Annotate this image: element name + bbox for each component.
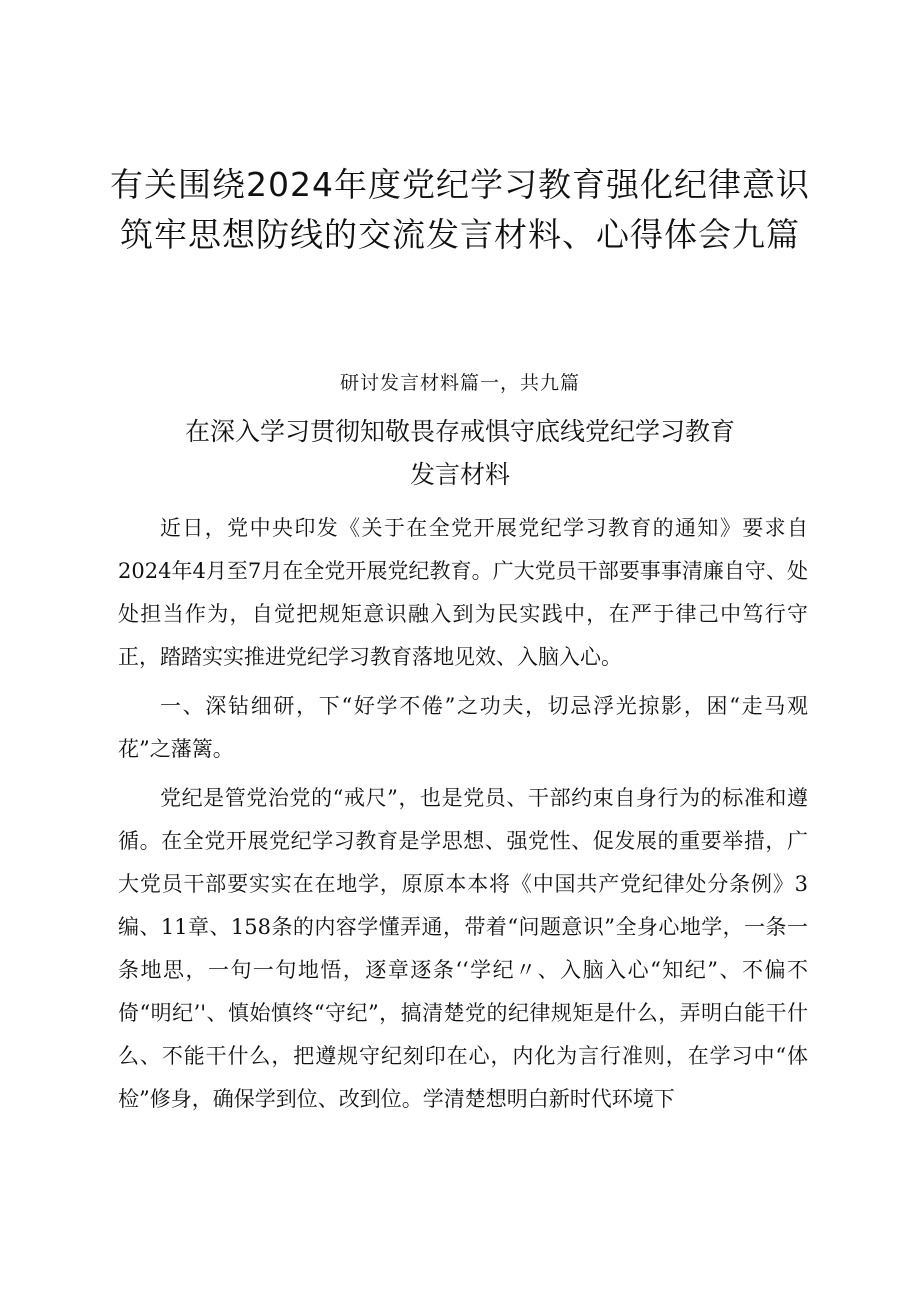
section-label: 研讨发言材料篇一，共九篇: [339, 372, 580, 394]
article-title-line-1: 在深入学习贯彻知敬畏存戒惧守底线党纪学习教育: [184, 417, 735, 446]
article-title-line-2: 发言材料: [409, 460, 510, 489]
paragraph-body-one: 党纪是管党治党的“戒尺”，也是党员、干部约束自身行为的标准和遵循。在全党开展党纪学习教育是学思想、强党性、促发展的重要举措，广大党员干部要实实在在地学，原原本本将《中国共产党纪律处分条例》3编、11章、158条的内容学懂弄通，带着“问题意识”全身心地学，一条一条地思，一句一句地悟，逐章逐条‘‘学纪〃、入脑入心“知纪”、不偏不倚“明纪’'、慎始慎终“守纪”，搞清楚党的纪律规矩是什么，弄明白能干什么、不能干什么，把遵规守纪刻印在心，内化为言行准则，在学习中“体检”修身，确保学到位、改到位。学清楚想明白新时代环境下: [118, 786, 808, 1111]
paragraph-heading-one: 一、深钻细研，下“好学不倦”之功夫，切忌浮光掠影，困“走马观花”之藩篱。: [118, 694, 808, 761]
paragraph-intro: 近日，党中央印发《关于在全党开展党纪学习教育的通知》要求自2024年4月至7月在全党开展党纪教育。广大党员干部要事事清廉自守、处处担当作为，自觉把规矩意识融入到为民实践中，在严于律己中笃行守正，踏踏实实推进党纪学习教育落地见效、入脑入心。: [118, 516, 808, 669]
article-body: [118, 507, 808, 1127]
article-title: [140, 410, 780, 496]
document-title: 有关围绕2024年度党纪学习教育强化纪律意识筑牢思想防线的交流发言材料、心得体会九篇: [110, 165, 810, 254]
